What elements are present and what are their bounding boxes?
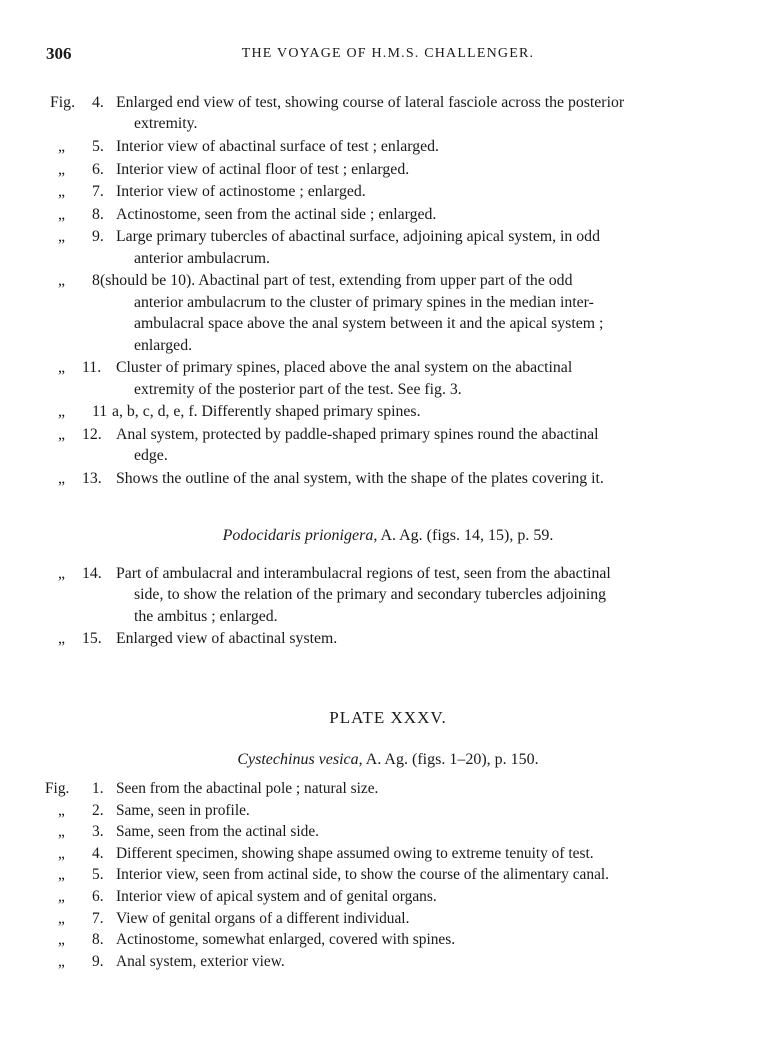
figure-caption bbox=[116, 864, 726, 885]
page-number: 306 bbox=[46, 44, 72, 63]
figure-caption bbox=[116, 843, 726, 864]
entry-mark: „ bbox=[58, 909, 65, 927]
caption-line: Interior view of apical system and of genital organs. bbox=[116, 888, 437, 905]
entry-mark: Fig. bbox=[45, 780, 70, 797]
caption-line: (should be 10). Abactinal part of test, extending from upper part of the odd bbox=[100, 272, 573, 290]
figure-caption bbox=[116, 628, 726, 649]
species-citation: , A. Ag. (figs. 1–20), p. 150. bbox=[358, 751, 539, 768]
caption-line: Interior view of actinal floor of test ; enlarged. bbox=[116, 160, 410, 178]
caption-line: Interior view of abactinal surface of test ; enlarged. bbox=[116, 138, 439, 155]
caption-line: Different specimen, showing shape assumed owing to extreme tenuity of test. bbox=[116, 844, 594, 862]
plate-title: PLATE XXXV. bbox=[329, 708, 447, 727]
figure-caption bbox=[116, 159, 726, 180]
figure-number: 7. bbox=[92, 909, 104, 927]
figure-caption bbox=[116, 908, 726, 929]
caption-line: ambulacral space above the anal system between it and the apical system ; bbox=[134, 315, 604, 333]
figure-caption bbox=[116, 800, 726, 821]
caption-line: anterior ambulacrum. bbox=[134, 249, 270, 267]
running-title: THE VOYAGE OF H.M.S. CHALLENGER. bbox=[241, 46, 535, 61]
figure-number: 4. bbox=[92, 94, 104, 111]
caption-line: Same, seen in profile. bbox=[116, 801, 250, 819]
entry-mark: „ bbox=[58, 844, 65, 862]
species-heading-podocidaris bbox=[0, 527, 776, 545]
entry-mark: „ bbox=[58, 183, 66, 201]
figure-number: 11. bbox=[82, 359, 102, 377]
figure-number: 6. bbox=[92, 888, 104, 905]
caption-line: Seen from the abactinal pole ; natural size. bbox=[116, 780, 379, 797]
figure-number: 2. bbox=[92, 801, 104, 819]
figure-number: 12. bbox=[82, 425, 102, 443]
figure-caption bbox=[116, 92, 726, 135]
caption-line: Actinostome, somewhat enlarged, covered with spines. bbox=[116, 931, 456, 949]
figure-number: 6. bbox=[92, 160, 104, 178]
species-name: Podocidaris prionigera bbox=[222, 527, 374, 544]
figure-caption bbox=[116, 136, 726, 157]
entry-mark: „ bbox=[58, 801, 65, 819]
figure-caption bbox=[116, 204, 726, 225]
figure-number: 9. bbox=[92, 952, 104, 970]
caption-line: View of genital organs of a different individual. bbox=[116, 909, 410, 927]
figure-number: 1. bbox=[92, 780, 104, 797]
caption-line: enlarged. bbox=[134, 336, 193, 354]
caption-line: Large primary tubercles of abactinal surface, adjoining apical system, in odd bbox=[116, 228, 600, 246]
caption-line: Same, seen from the actinal side. bbox=[116, 823, 320, 841]
figure-caption bbox=[116, 886, 726, 907]
entry-mark: „ bbox=[58, 469, 66, 487]
entry-mark: „ bbox=[58, 425, 66, 443]
figure-number: 9. bbox=[92, 228, 104, 246]
caption-line: Enlarged view of abactinal system. bbox=[116, 630, 338, 648]
entry-mark: „ bbox=[58, 272, 66, 290]
page-header bbox=[46, 44, 730, 68]
entry-mark: „ bbox=[58, 630, 66, 648]
figure-number: 15. bbox=[82, 630, 102, 648]
caption-line: the ambitus ; enlarged. bbox=[134, 607, 278, 625]
figure-caption bbox=[116, 951, 726, 972]
caption-line: edge. bbox=[134, 447, 168, 465]
figure-caption bbox=[116, 181, 726, 202]
figure-number: 11 bbox=[92, 403, 108, 421]
entry-mark: „ bbox=[58, 565, 66, 582]
caption-line: extremity of the posterior part of the test. See fig. 3. bbox=[134, 380, 462, 398]
figure-caption bbox=[116, 929, 726, 950]
figure-caption bbox=[100, 270, 726, 356]
species-name: Cystechinus vesica bbox=[237, 751, 359, 768]
figure-caption bbox=[116, 821, 726, 842]
figure-caption bbox=[112, 401, 722, 422]
figure-caption bbox=[116, 778, 726, 799]
figure-caption bbox=[116, 563, 726, 627]
figure-caption bbox=[116, 424, 726, 467]
figure-number: 13. bbox=[82, 469, 102, 487]
species-citation: , A. Ag. (figs. 14, 15), p. 59. bbox=[373, 527, 554, 544]
caption-line: anterior ambulacrum to the cluster of primary spines in the median inter- bbox=[134, 293, 594, 311]
entry-mark: „ bbox=[58, 888, 65, 905]
entry-mark: Fig. bbox=[50, 94, 76, 111]
entry-mark: „ bbox=[58, 160, 66, 178]
entry-mark: „ bbox=[58, 952, 65, 970]
figure-caption bbox=[116, 357, 726, 400]
caption-line: Actinostome, seen from the actinal side ; enlarged. bbox=[116, 205, 437, 223]
entry-mark: „ bbox=[58, 866, 65, 884]
caption-line: Interior view, seen from actinal side, to show the course of the alimentary canal. bbox=[116, 866, 610, 884]
figure-number: 7. bbox=[92, 183, 104, 201]
caption-line: Anal system, exterior view. bbox=[116, 952, 285, 970]
figure-number: 3. bbox=[92, 823, 104, 841]
figure-number: 5. bbox=[92, 866, 104, 884]
caption-line: side, to show the relation of the primary and secondary tubercles adjoining bbox=[134, 586, 607, 604]
caption-line: Part of ambulacral and interambulacral regions of test, seen from the abactinal bbox=[116, 565, 611, 582]
caption-line: a, b, c, d, e, f. Differently shaped primary spines. bbox=[112, 403, 421, 421]
caption-line: Anal system, protected by paddle-shaped primary spines round the abactinal bbox=[116, 425, 599, 443]
caption-line: Cluster of primary spines, placed above the anal system on the abactinal bbox=[116, 359, 573, 377]
entry-mark: „ bbox=[58, 359, 66, 377]
entry-mark: „ bbox=[58, 138, 66, 155]
caption-line: Enlarged end view of test, showing course of lateral fasciole across the posterior bbox=[116, 94, 625, 111]
figure-number: 5. bbox=[92, 138, 104, 155]
entry-mark: „ bbox=[58, 205, 66, 223]
caption-line: Shows the outline of the anal system, with the shape of the plates covering it. bbox=[116, 469, 604, 487]
species-heading-cystechinus bbox=[0, 751, 776, 769]
entry-mark: „ bbox=[58, 823, 65, 841]
figure-caption bbox=[116, 226, 726, 269]
entry-mark: „ bbox=[58, 931, 65, 949]
figure-number: 8. bbox=[92, 931, 104, 949]
figure-number: 4. bbox=[92, 844, 104, 862]
caption-line: extremity. bbox=[134, 115, 198, 133]
caption-line: Interior view of actinostome ; enlarged. bbox=[116, 183, 366, 201]
figure-number: 8. bbox=[92, 205, 104, 223]
entry-mark: „ bbox=[58, 228, 66, 246]
figure-number: 14. bbox=[82, 565, 102, 582]
figure-caption bbox=[116, 468, 726, 489]
figure-number: 8 bbox=[92, 272, 100, 290]
entry-mark: „ bbox=[58, 403, 66, 421]
